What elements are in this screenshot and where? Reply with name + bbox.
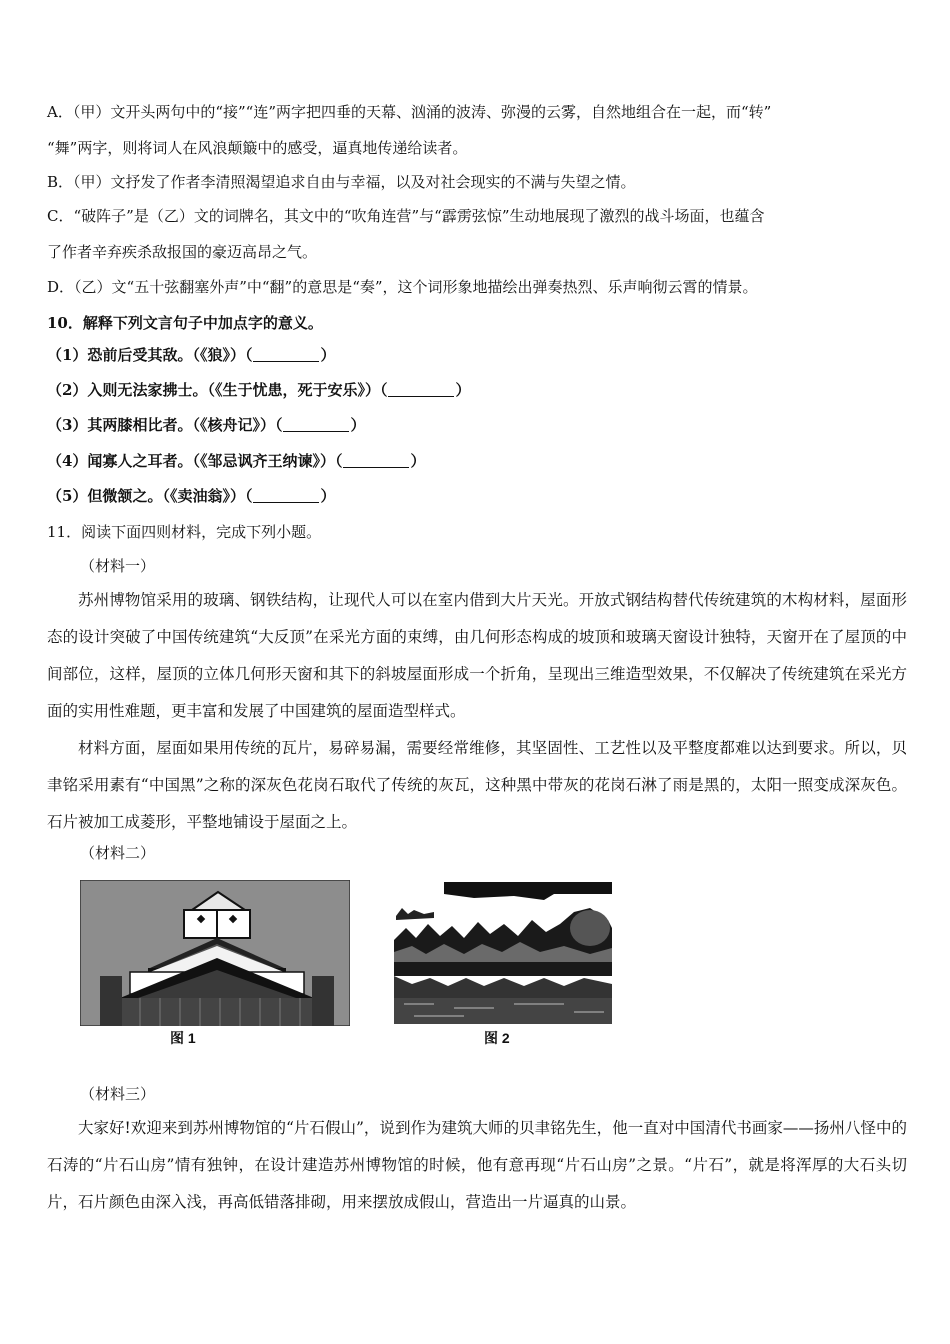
answer-blank[interactable] xyxy=(388,382,454,397)
material-1-paragraph-1: 苏州博物馆采用的玻璃、钢铁结构，让现代人可以在室内借到大片天光。开放式钢结构替代传统建筑的木构材料，屋面形态的设计突破了中国传统建筑“大反顶”在采光方面的束缚，由几何形态构成的坡顶和玻璃天窗设计独特，天窗开在了屋顶的中间部位，这样，屋顶的立体几何形天窗和其下的斜坡屋面形成一个折角，呈现出三维造型效果，不仅解决了传统建筑在采光方面的实用性难题，更丰富和发展了中国建筑的屋面造型样式。 xyxy=(47,591,907,720)
answer-blank[interactable] xyxy=(253,488,319,503)
q10-item-5: （5）但微颔之。（《卖油翁》）（ ） xyxy=(47,487,336,505)
material-2-label: （材料二） xyxy=(80,844,156,862)
figure-2-caption: 图 2 xyxy=(484,1030,510,1046)
figure-1-museum-roof xyxy=(80,880,350,1026)
q10-item-4: （4）闻寡人之耳者。（《邹忌讽齐王纳谏》）（ ） xyxy=(47,452,426,470)
option-a-line1: A．（甲）文开头两句中的“接”“连”两字把四垂的天幕、汹涌的波涛、弥漫的云雾，自然地组合在一起，而“转” xyxy=(47,103,772,121)
material-1-paragraph-2: 材料方面，屋面如果用传统的瓦片，易碎易漏，需要经常维修，其坚固性、工艺性以及平整度都难以达到要求。所以，贝聿铭采用素有“中国黑”之称的深灰色花岗石取代了传统的灰瓦，这种黑中带灰的花岗石淋了雨是黑的，太阳一照变成深灰色。石片被加工成菱形，平整地铺设于屋面之上。 xyxy=(47,739,907,831)
option-b: B．（甲）文抒发了作者李清照渴望追求自由与幸福，以及对社会现实的不满与失望之情。 xyxy=(47,173,636,191)
figure-2-stone-landscape xyxy=(394,880,612,1024)
answer-blank[interactable] xyxy=(253,347,319,362)
material-1-label: （材料一） xyxy=(80,557,156,575)
figure-1-caption: 图 1 xyxy=(170,1030,196,1046)
q10-item-3: （3）其两膝相比者。（《核舟记》）（ ） xyxy=(47,416,366,434)
material-3-label: （材料三） xyxy=(80,1085,156,1103)
option-a-line2: “舞”两字，则将词人在风浪颠簸中的感受，逼真地传递给读者。 xyxy=(47,139,468,157)
material-3-paragraph-1: 大家好!欢迎来到苏州博物馆的“片石假山”，说到作为建筑大师的贝聿铭先生，他一直对中国清代书画家——扬州八怪中的石涛的“片石山房”情有独钟，在设计建造苏州博物馆的时候，他有意再现“片石山房”之景。“片石”，就是将浑厚的大石头切片，石片颜色由深入浅，再高低错落排砌，用来摆放成假山，营造出一片逼真的山景。 xyxy=(47,1119,907,1211)
question-10-title: 10．解释下列文言句子中加点字的意义。 xyxy=(47,314,323,332)
q10-item-1: （1）恐前后受其敌。（《狼》）（ ） xyxy=(47,346,336,364)
question-11-title: 11．阅读下面四则材料，完成下列小题。 xyxy=(47,523,322,541)
option-c-line1: C．“破阵子”是（乙）文的词牌名，其文中的“吹角连营”与“霹雳弦惊”生动地展现了激烈的战斗场面，也蕴含 xyxy=(47,207,765,225)
answer-blank[interactable] xyxy=(283,417,349,432)
answer-blank[interactable] xyxy=(343,453,409,468)
option-c-line2: 了作者辛弃疾杀敌报国的豪迈高昂之气。 xyxy=(47,243,318,261)
q10-item-2: （2）入则无法家拂士。（《生于忧患，死于安乐》）（ ） xyxy=(47,381,471,399)
option-d: D．（乙）文“五十弦翻塞外声”中“翻”的意思是“奏”，这个词形象地描绘出弹奏热烈、乐声响彻云霄的情景。 xyxy=(47,278,758,296)
